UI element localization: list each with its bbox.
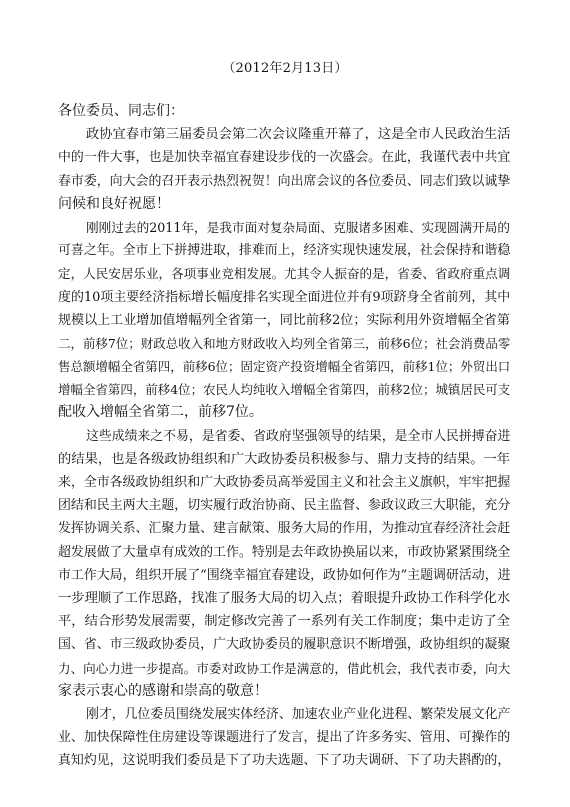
salutation: 各位委员、同志们： bbox=[58, 103, 184, 119]
text-line: 刚刚过去的2011年，是我市面对复杂局面、克服诸多困难、实现圆满开局的 bbox=[86, 219, 511, 235]
text-line: 增幅全省第四，前移4位；农民人均纯收入增幅全省第四，前移2位；城镇居民可支 bbox=[58, 382, 511, 398]
text-line: 问候和良好祝愿！ bbox=[58, 195, 170, 212]
text-line: 二，前移7位；财政总收入和地方财政收入均列全省第三，前移6位；社会消费品零 bbox=[58, 335, 511, 351]
text-line: 一步理顺了工作思路，找准了服务大局的切入点；着眼提升政协工作科学化水 bbox=[58, 590, 511, 606]
text-line: 春市委，向大会的召开表示热烈祝贺！向出席会议的各位委员、同志们致以诚挚 bbox=[58, 173, 511, 189]
text-line: 力、向心力进一步提高。市委对政协工作是满意的，借此机会，我代表市委，向大 bbox=[58, 660, 511, 676]
text-line: 的结果，也是各级政协组织和广大政协委员积极参与、鼎力支持的结果。一年 bbox=[58, 451, 511, 467]
text-line: 发挥协调关系、汇聚力量、建言献策、服务大局的作用，为推动宜春经济社会赶 bbox=[58, 521, 511, 537]
text-line: 可喜之年。全市上下拼搏进取，排难而上，经济实现快速发展，社会保持和谐稳 bbox=[58, 243, 511, 259]
text-line: 配收入增幅全省第二，前移7位。 bbox=[58, 404, 263, 421]
paragraph-opening bbox=[58, 123, 513, 216]
text-line: 团结和民主两大主题，切实履行政治协商、民主监督、参政议政三大职能，充分 bbox=[58, 498, 511, 514]
text-line: 市工作大局，组织开展了“围绕幸福宜春建设，政协如何作为”主题调研活动，进 bbox=[58, 567, 511, 583]
text-line: 家表示衷心的感谢和崇高的敬意！ bbox=[58, 682, 268, 699]
text-line: 这些成绩来之不易，是省委、省政府坚强领导的结果，是全市人民拼搏奋进 bbox=[86, 428, 511, 444]
text-line: 中的一件大事，也是加快幸福宜春建设步伐的一次盛会。在此，我谨代表中共宜 bbox=[58, 150, 511, 166]
text-line: 度的10项主要经济指标增长幅度排名实现全面进位并有9项跻身全省前列，其中 bbox=[58, 289, 511, 305]
paragraph-remarks bbox=[58, 703, 513, 773]
text-line: 国、省、市三级政协委员，广大政协委员的履职意识不断增强，政协组织的凝聚 bbox=[58, 637, 511, 653]
speech-date: （2012年2月13日） bbox=[222, 61, 348, 76]
text-line: 规模以上工业增加值增幅列全省第一，同比前移2位；实际利用外资增幅全省第 bbox=[58, 312, 510, 328]
text-line: 真知灼见，这说明我们委员是下了功夫选题、下了功夫调研、下了功夫斟酌的， bbox=[58, 753, 511, 769]
text-line: 业、加快保障性住房建设等课题进行了发言，提出了许多务实、管用、可操作的 bbox=[58, 730, 511, 746]
paragraph-thanks bbox=[58, 425, 513, 703]
text-line: 政协宜春市第三届委员会第二次会议隆重开幕了，这是全市人民政治生活 bbox=[86, 127, 511, 143]
text-line: 超发展做了大量卓有成效的工作。特别是去年政协换届以来，市政协紧紧围绕全 bbox=[58, 544, 511, 560]
paragraph-achievements bbox=[58, 216, 513, 425]
text-line: 售总额增幅全省第四，前移6位；固定资产投资增幅全省第四，前移1位；外贸出口 bbox=[58, 359, 511, 375]
text-line: 刚才，几位委员围绕发展实体经济、加速农业产业化进程、繁荣发展文化产 bbox=[86, 706, 511, 722]
text-line: 定，人民安居乐业，各项事业竞相发展。尤其令人振奋的是，省委、省政府重点调 bbox=[58, 266, 511, 282]
document-body bbox=[58, 100, 513, 772]
text-line: 平，结合形势发展需要，制定修改完善了一系列有关工作制度；集中走访了全 bbox=[58, 614, 511, 630]
text-line: 来，全市各级政协组织和广大政协委员高举爱国主义和社会主义旗帜，牢牢把握 bbox=[58, 475, 511, 491]
